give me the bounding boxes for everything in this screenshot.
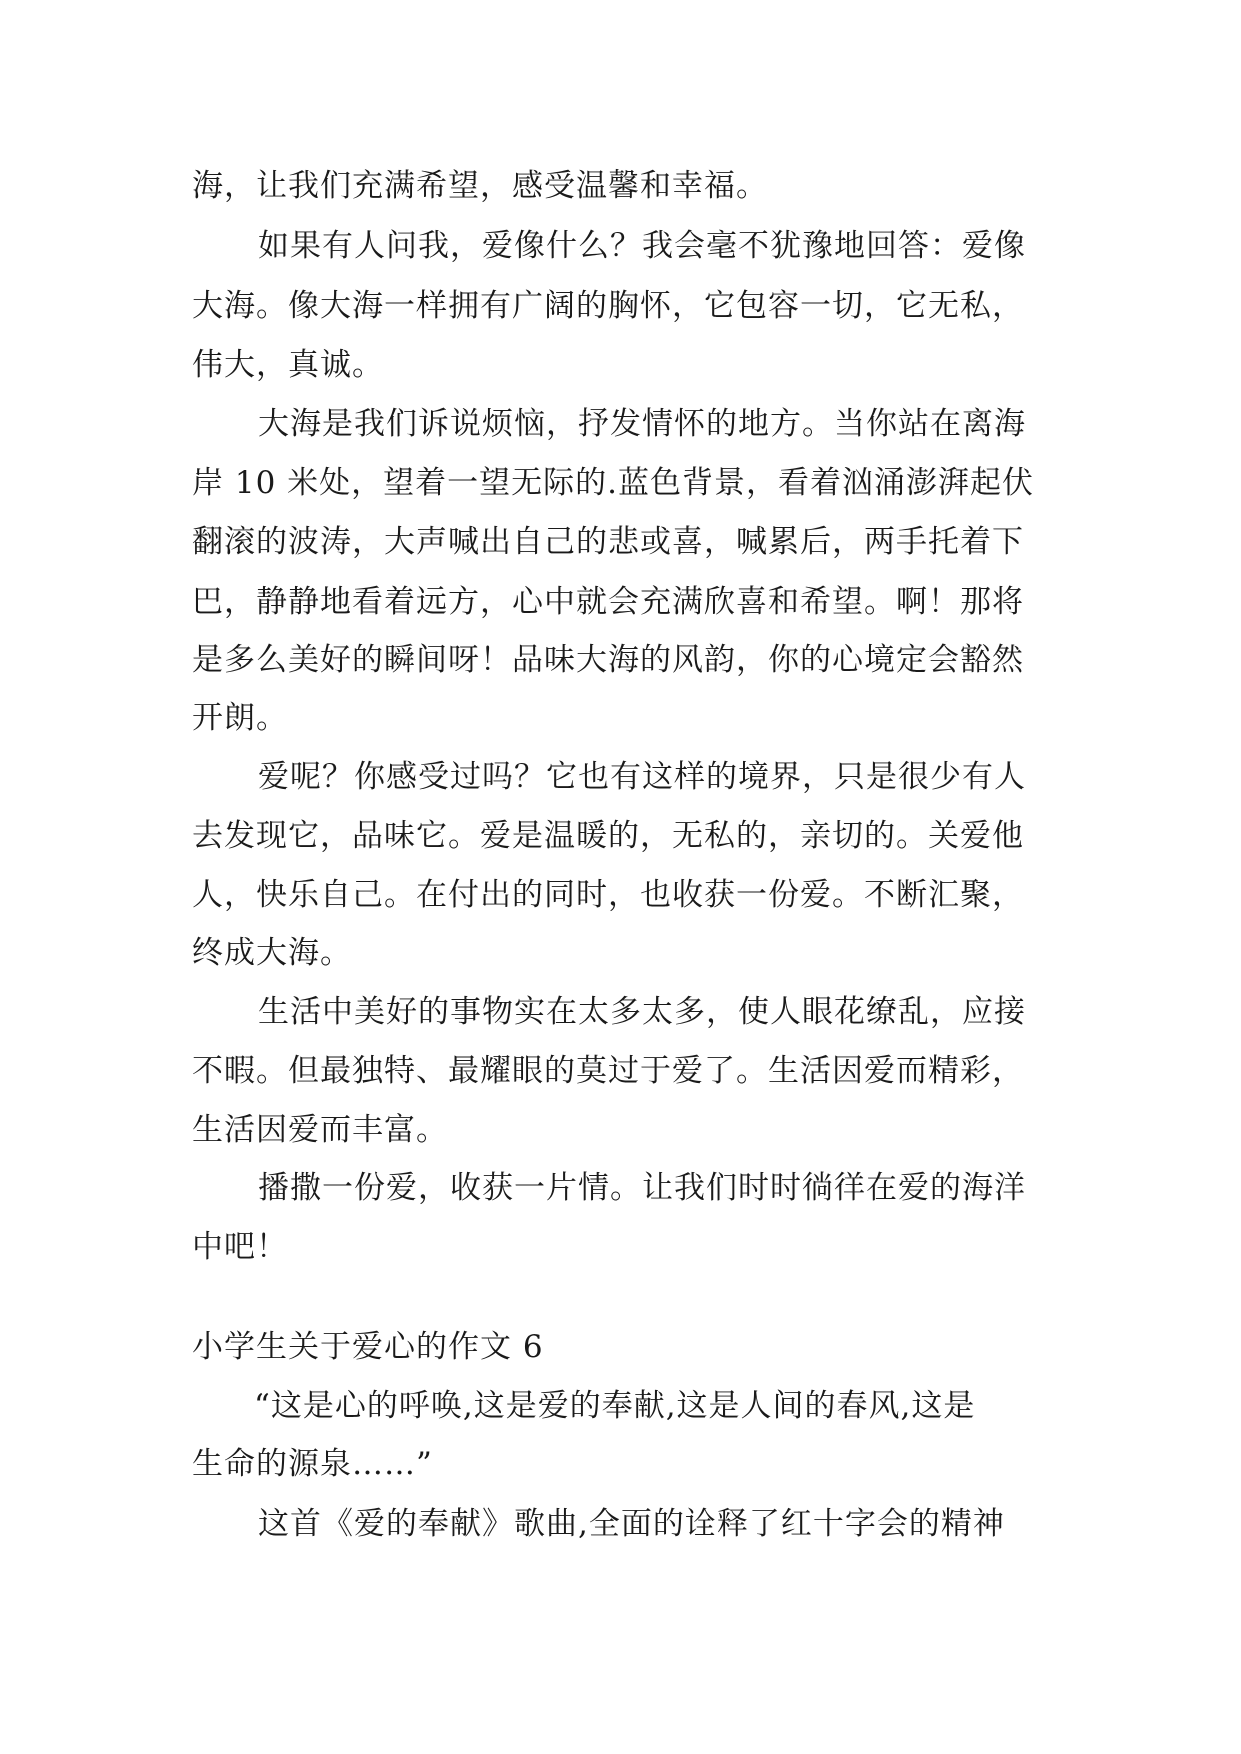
text-line: 终成大海。 (192, 935, 352, 971)
text-line: 生命的源泉……” (192, 1446, 433, 1482)
text-line: 是多么美好的瞬间呀！品味大海的风韵，你的心境定会豁然 (192, 642, 1024, 678)
paragraph-first-line: 大海是我们诉说烦恼，抒发情怀的地方。当你站在离海 (258, 406, 1026, 442)
text-line: 生活因爱而丰富。 (192, 1112, 448, 1148)
text-line: 岸 10 米处，望着一望无际的.蓝色背景，看着汹涌澎湃起伏 (192, 465, 1035, 501)
section-heading: 小学生关于爱心的作文 6 (192, 1329, 544, 1365)
text-line: 海，让我们充满希望，感受温馨和幸福。 (192, 168, 768, 204)
text-line: 去发现它，品味它。爱是温暖的，无私的，亲切的。关爱他 (192, 818, 1024, 854)
text-line: 伟大，真诚。 (192, 347, 384, 383)
paragraph-first-line: 爱呢？你感受过吗？它也有这样的境界，只是很少有人 (258, 759, 1026, 795)
text-line: 开朗。 (192, 700, 288, 736)
text-line: 大海。像大海一样拥有广阔的胸怀，它包容一切，它无私， (192, 288, 1024, 324)
paragraph-first-line: 生活中美好的事物实在太多太多，使人眼花缭乱，应接 (258, 994, 1026, 1030)
text-line: 巴，静静地看着远方，心中就会充满欣喜和希望。啊！那将 (192, 584, 1024, 620)
paragraph-first-line: 如果有人问我，爱像什么？我会毫不犹豫地回答：爱像 (258, 228, 1026, 264)
text-line: 中吧！ (192, 1229, 288, 1265)
text-line: 翻滚的波涛，大声喊出自己的悲或喜，喊累后，两手托着下 (192, 524, 1024, 560)
text-line: 人，快乐自己。在付出的同时，也收获一份爱。不断汇聚， (192, 877, 1024, 913)
text-line: 不暇。但最独特、最耀眼的莫过于爱了。生活因爱而精彩， (192, 1053, 1024, 1089)
paragraph-first-line: 播撒一份爱，收获一片情。让我们时时徜徉在爱的海洋 (258, 1170, 1026, 1206)
paragraph-first-line: 这首《爱的奉献》歌曲,全面的诠释了红十字会的精神 (258, 1506, 1005, 1542)
paragraph-first-line: “这是心的呼唤,这是爱的奉献,这是人间的春风,这是 (254, 1388, 976, 1424)
